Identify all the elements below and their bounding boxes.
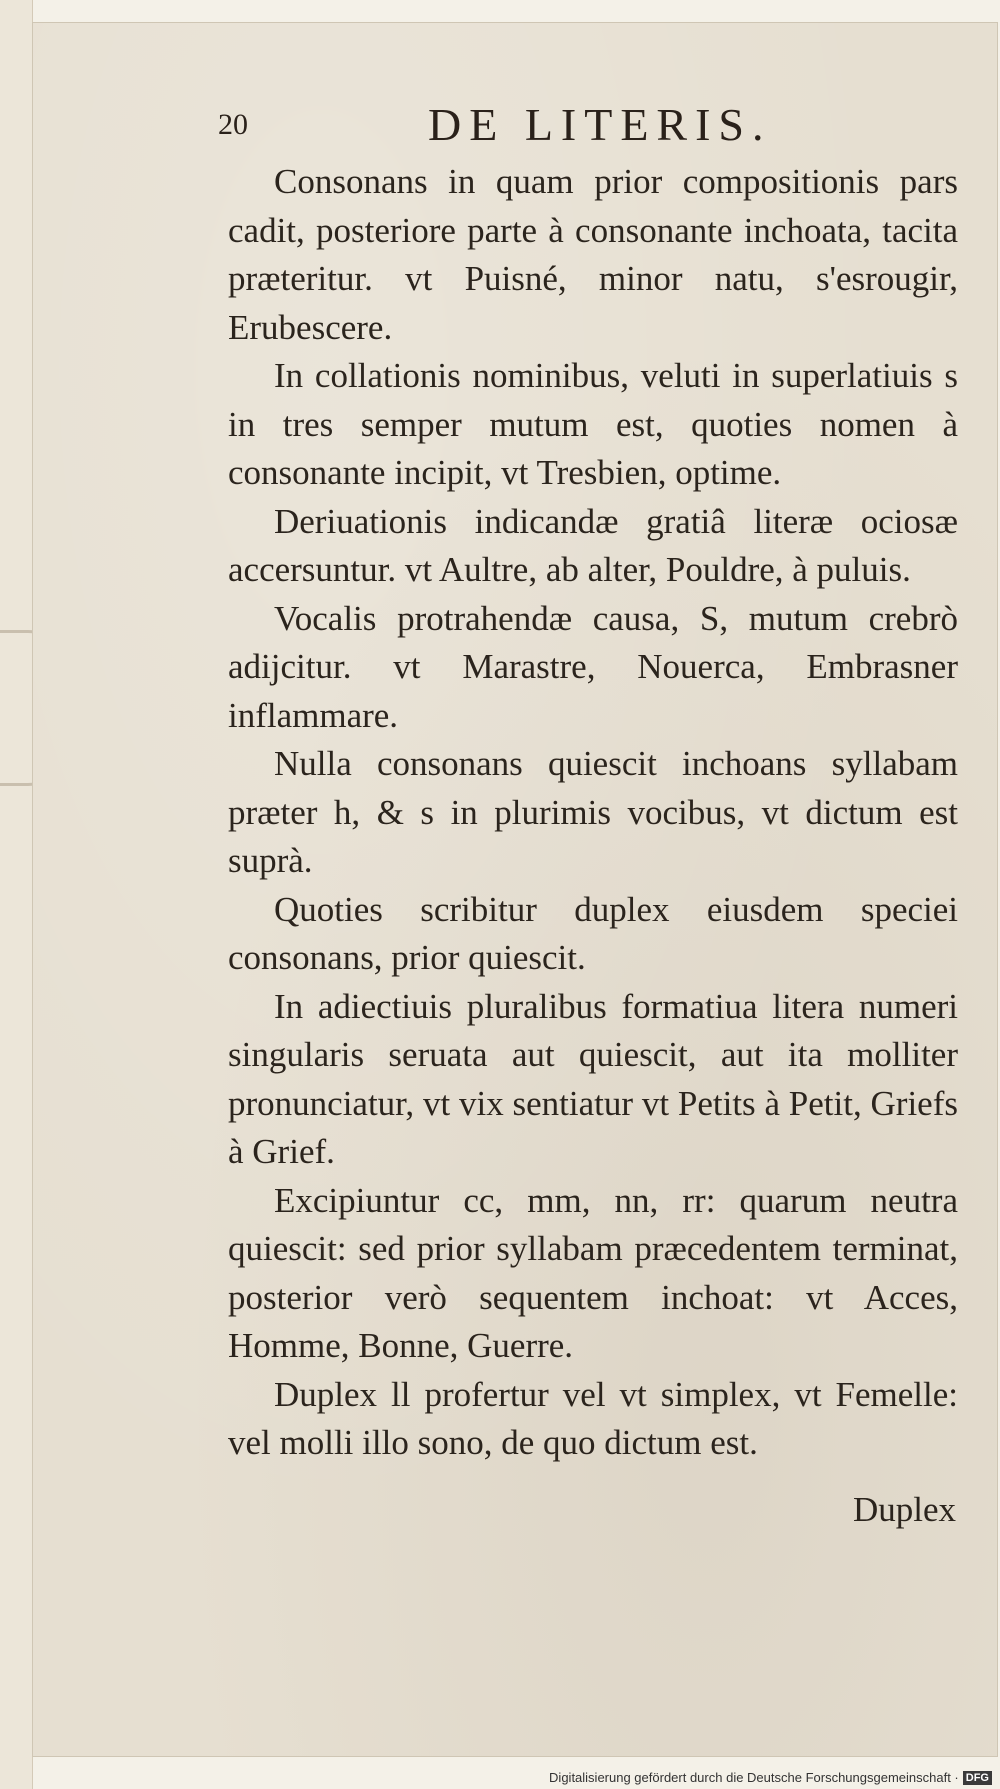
running-title: DE LITERIS. <box>428 99 772 150</box>
paragraph: Duplex ll profertur vel vt simplex, vt Femelle: vel molli illo sono, de quo dictum est. <box>228 1374 958 1462</box>
paragraph: Excipiuntur cc, mm, nn, rr: quarum neutra quiescit: sed prior syllabam præcedentem terminat, posterior verò sequentem inchoat: vt Acces, Homme, Bonne, Guerre. <box>228 1180 958 1365</box>
digitization-credit <box>549 1770 992 1785</box>
paragraph: Deriuationis indicandæ gratiâ literæ ociosæ accersuntur. vt Aultre, ab alter, Pouldre, à puluis. <box>228 501 958 589</box>
page-number: 20 <box>218 108 248 141</box>
paragraph: Quoties scribitur duplex eiusdem speciei consonans, prior quiescit. <box>228 889 958 977</box>
page-left-edge <box>0 0 33 1789</box>
catchword: Duplex <box>852 1490 956 1529</box>
paragraph: Nulla consonans quiescit inchoans syllabam præter h, & s in plurimis vocibus, vt dictum est suprà. <box>228 744 958 880</box>
paragraph: In collationis nominibus, veluti in superlatiuis s in tres semper mutum est, quoties nomen à consonante incipit, vt Tresbien, optime. <box>228 356 958 492</box>
page-header <box>218 98 978 148</box>
paragraph: Vocalis protrahendæ causa, S, mutum crebrò adijcitur. vt Marastre, Nouerca, Embrasner inflammare. <box>228 598 958 735</box>
dfg-logo: DFG <box>963 1771 992 1785</box>
body-text <box>228 158 958 1468</box>
credit-text: Digitalisierung gefördert durch die Deutsche Forschungsgemeinschaft · <box>549 1770 959 1785</box>
paragraph: In adiectiuis pluralibus formatiua litera numeri singularis seruata aut quiescit, aut ita molliter pronunciatur, vt vix sentiatur vt Petits à Petit, Griefs à Grief. <box>228 986 958 1171</box>
paragraph: Consonans in quam prior compositionis pars cadit, posteriore parte à consonante inchoata, tacita præteritur. vt Puisné, minor natu, s'esrougir, Erubescere. <box>228 162 958 347</box>
